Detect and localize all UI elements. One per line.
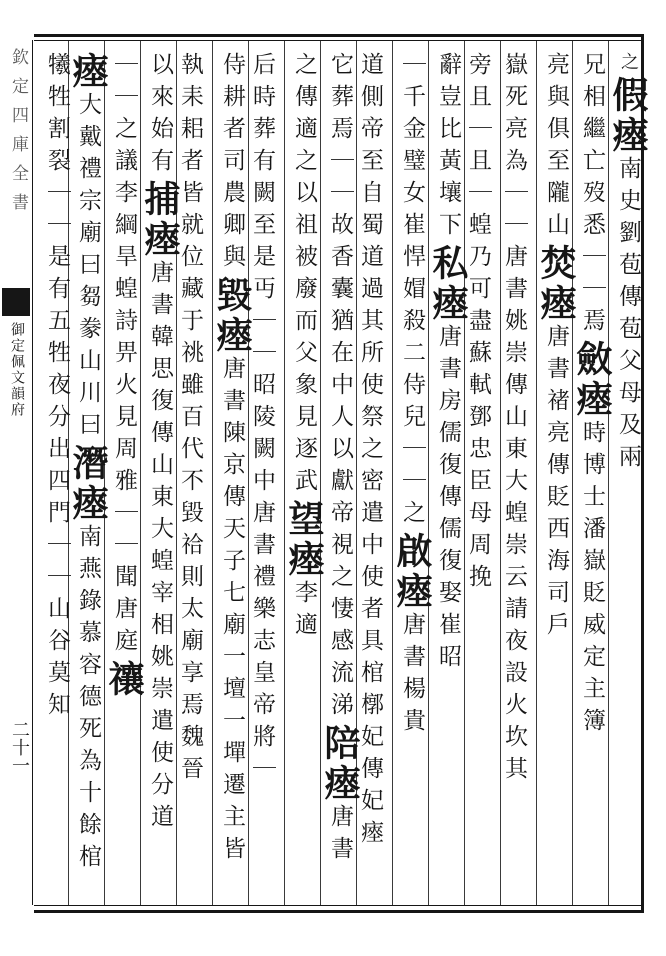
column-text: 之傳適之以祖被廢而父象見逐武: [291, 52, 317, 500]
text-column-12: [211, 52, 253, 902]
column-divider: [536, 41, 537, 905]
column-text: ｜千金璧: [399, 52, 425, 180]
top-inner-border: [34, 40, 644, 41]
column-text: 女崔悍媢殺二侍兒｜｜之: [399, 180, 425, 532]
text-column-6: [427, 52, 469, 902]
column-divider: [284, 41, 285, 905]
column-text: 李綱旱蝗詩畀火見周雅｜｜聞唐庭: [111, 180, 137, 660]
column-text: 它葬焉｜｜故香囊猶在中人以獻帝視之悽感流涕: [327, 52, 353, 724]
text-column-13: [178, 52, 201, 902]
column-text: 侍耕者司農卿與: [219, 52, 245, 276]
column-text: 唐書: [327, 804, 353, 868]
column-text: 辭豈比黃壤下: [435, 52, 461, 244]
headword-si-yi: 私瘞: [427, 244, 469, 324]
column-text: 唐書韓思復傳山東大蝗宰相姚崇遣使分道: [147, 260, 173, 836]
text-column-5: [466, 52, 489, 902]
column-text: 妃傳妃瘞: [357, 724, 383, 852]
column-text: 兄相繼亡歿悉｜｜焉: [579, 52, 605, 340]
column-text: 亮與俱至隴山: [543, 52, 569, 244]
column-text: 唐書禇亮傳貶西海司戶: [543, 324, 569, 644]
headword-wang-yi: 望瘞: [283, 500, 325, 580]
bottom-border: [34, 910, 644, 913]
text-column-10: [283, 52, 325, 902]
text-column-3: [535, 52, 577, 902]
column-divider: [212, 41, 213, 905]
headword-pei-yi: 陪瘞: [319, 724, 361, 804]
text-column-17: [36, 52, 68, 902]
column-text: 后時葬有闕至是丏｜｜昭陵闕中: [249, 52, 275, 500]
bottom-inner-border: [34, 905, 644, 906]
text-column-15: [103, 52, 145, 902]
headword-fen-yi: 焚瘞: [535, 244, 577, 324]
margin-title: 欽定四庫全書: [8, 48, 28, 222]
text-column-9: [319, 52, 361, 902]
column-text: 夜分出四門｜｜山谷莫知: [44, 372, 70, 724]
column-text: 南燕錄慕容德死為十餘棺: [75, 524, 101, 876]
column-text: 犧牲割裂｜｜是有五牲: [44, 52, 70, 372]
column-text: 唐書房儒復傳儒復娶崔昭: [435, 324, 461, 676]
column-divider: [392, 41, 393, 905]
text-column-4: [502, 52, 525, 902]
column-text: 唐書陳京傳天子七廟一壇一墠遷主皆: [219, 356, 245, 868]
column-text: 唐書禮樂志皇帝將｜: [249, 500, 275, 788]
column-text: ｜｜之議: [111, 52, 137, 180]
column-text: 大戴禮宗廟曰芻豢山川曰: [75, 92, 101, 444]
headword-qi-yi: 啟瘞: [391, 532, 433, 612]
top-border: [34, 34, 644, 37]
headword-rang: 禳: [103, 660, 145, 700]
column-text: 旁且｜且｜蝗乃可盡蘇軾鄧忠臣母周挽: [465, 52, 491, 596]
column-text: 唐書楊貴: [399, 612, 425, 740]
column-text: 南史劉苞傳苞父母及兩: [615, 156, 641, 476]
headword-yi: 瘞: [67, 52, 109, 92]
text-column-8: [358, 52, 381, 902]
text-column-11: [250, 52, 273, 902]
text-column-7: [391, 52, 433, 902]
column-prefix: 之: [618, 52, 639, 76]
column-text: 時博士潘嶽貶威定主簿: [579, 420, 605, 740]
column-text: 李適: [291, 580, 317, 644]
headword-qian-yi: 潛瘞: [67, 444, 109, 524]
column-text: 唐書姚崇傳山東大蝗崇云請夜設火坎其: [501, 244, 527, 788]
margin-fish-tail-mark: [2, 288, 30, 316]
column-text: 藏于祧雖百代不毀祫則太廟享焉魏晉: [177, 276, 203, 788]
headword-jia-yi: 假瘞: [607, 76, 649, 156]
text-column-16: [67, 52, 109, 902]
text-column-14: [139, 52, 181, 902]
folio-number: 二十一: [9, 720, 30, 774]
column-text: 道側帝至自蜀道過其所使祭之密遣中使者具棺槨: [357, 52, 383, 724]
headword-hui-yi: 毀瘞: [211, 276, 253, 356]
headword-bu-yi: 捕瘞: [139, 180, 181, 260]
column-text: 執耒耜者皆就位: [177, 52, 203, 276]
headword-lian-yi: 斂瘞: [571, 340, 613, 420]
text-column-1: [607, 52, 649, 902]
column-text: 以來始有: [147, 52, 173, 180]
column-text: 嶽死亮為｜｜: [501, 52, 527, 244]
text-column-2: [571, 52, 613, 902]
margin-publisher: 御定佩文韻府: [9, 322, 25, 418]
